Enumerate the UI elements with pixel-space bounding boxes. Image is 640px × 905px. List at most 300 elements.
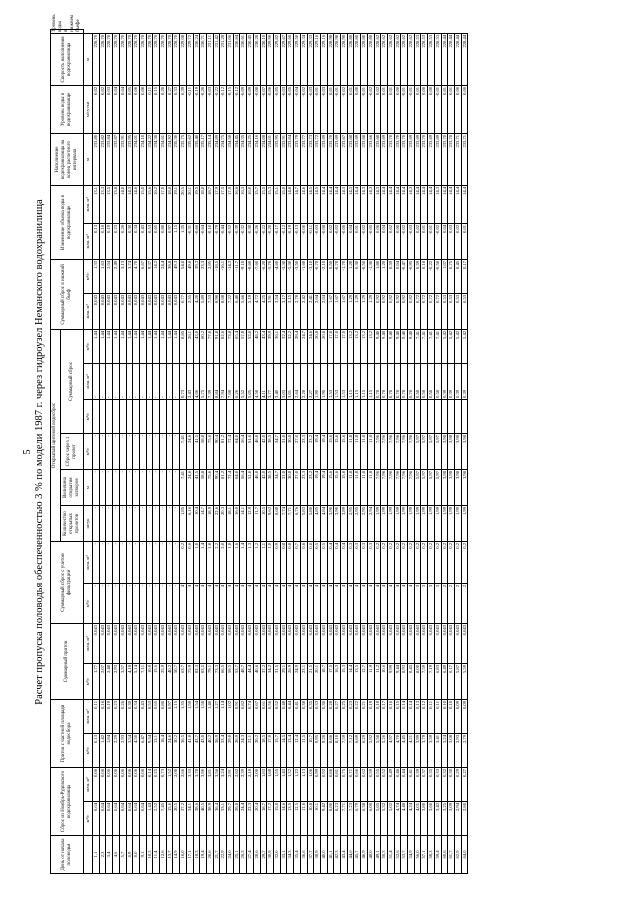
- value-cell: 11,8: [347, 469, 354, 505]
- value-cell: 4: [347, 583, 354, 623]
- table-row: [354, 30, 361, 874]
- value-cell: 0,01: [387, 85, 394, 133]
- value-cell: 0,14: [146, 767, 153, 801]
- value-cell: 0,62: [361, 767, 368, 801]
- value-cell: 9,95: [314, 733, 321, 767]
- value-cell: 7,39: [206, 363, 213, 399]
- value-cell: 0,3: [354, 541, 361, 583]
- col-day: День от начала половодья: [51, 836, 84, 874]
- value-cell: 4: [213, 583, 220, 623]
- value-cell: 0,11: [434, 699, 441, 733]
- value-cell: 2,93: [454, 733, 461, 767]
- value-cell: 233,69: [414, 133, 421, 185]
- value-cell: 1,15: [354, 363, 361, 399]
- value-cell: -: [119, 469, 126, 505]
- table-row: [327, 30, 334, 874]
- value-cell: 2,95: [347, 505, 354, 541]
- value-cell: 3,98: [461, 433, 468, 469]
- value-cell: 235,75: [180, 133, 187, 185]
- value-cell: 0,64: [99, 802, 106, 836]
- value-cell: 4,11: [260, 363, 267, 399]
- value-cell: 2,2: [213, 541, 220, 583]
- day-cell: 51,4: [387, 836, 394, 874]
- value-cell: 0,23: [113, 223, 120, 259]
- value-cell: 0,043: [314, 623, 321, 663]
- value-cell: [93, 399, 100, 433]
- value-cell: 0,25: [153, 767, 160, 801]
- value-cell: -0,04: [294, 85, 301, 133]
- value-cell: 0,53: [146, 699, 153, 733]
- value-cell: 0,043: [273, 623, 280, 663]
- day-cell: 1,1: [93, 836, 100, 874]
- value-cell: 228,70: [153, 33, 160, 85]
- value-cell: 0,30: [448, 767, 455, 801]
- value-cell: [126, 399, 133, 433]
- value-cell: 4,70: [394, 733, 401, 767]
- rotated-page: [20, 12, 620, 892]
- value-cell: 42,0: [260, 469, 267, 505]
- value-cell: 1,15: [367, 363, 374, 399]
- value-cell: 0,043: [354, 623, 361, 663]
- value-cell: -0,03: [206, 85, 213, 133]
- value-cell: 0,043: [139, 293, 146, 329]
- value-cell: 64,0: [233, 469, 240, 505]
- value-cell: -0,64: [200, 223, 207, 259]
- day-cell: 45,7: [354, 836, 361, 874]
- value-cell: 3,42: [434, 802, 441, 836]
- unit-cell: штук: [84, 505, 93, 541]
- value-cell: 0,18: [374, 699, 381, 733]
- value-cell: [354, 399, 361, 433]
- value-cell: 6,40: [233, 293, 240, 329]
- value-cell: 5,14: [133, 663, 140, 699]
- value-cell: 13,1: [93, 185, 100, 223]
- value-cell: 0,043: [461, 623, 468, 663]
- value-cell: 26,8: [233, 802, 240, 836]
- col-open-spans: Количество открытых пролетов: [60, 505, 83, 541]
- value-cell: 0,27: [461, 767, 468, 801]
- value-cell: 1,80: [374, 259, 381, 293]
- value-cell: 39,9: [267, 329, 274, 363]
- value-cell: 0,22: [354, 699, 361, 733]
- unit-cell: м³/с: [84, 399, 93, 433]
- value-cell: 72,4: [227, 469, 234, 505]
- day-cell: 16,0: [180, 836, 187, 874]
- value-cell: 0,043: [119, 293, 126, 329]
- value-cell: 1,44: [133, 329, 140, 363]
- value-cell: 4,97: [387, 733, 394, 767]
- value-cell: -0,39: [233, 223, 240, 259]
- value-cell: -: [166, 541, 173, 583]
- value-cell: 8,68: [273, 505, 280, 541]
- value-cell: 4,48: [401, 802, 408, 836]
- value-cell: -: [133, 433, 140, 469]
- value-cell: 0,74: [247, 699, 254, 733]
- table-row: [180, 30, 187, 874]
- value-cell: 1,99: [428, 505, 435, 541]
- value-cell: 0,44: [401, 767, 408, 801]
- value-cell: 0,06: [113, 767, 120, 801]
- value-cell: -0,06: [300, 223, 307, 259]
- value-cell: 1,53: [327, 363, 334, 399]
- value-cell: 26,9: [287, 663, 294, 699]
- value-cell: 233,82: [99, 133, 106, 185]
- value-cell: 228,98: [341, 33, 348, 85]
- value-cell: 1,99: [408, 505, 415, 541]
- value-cell: 11,5: [300, 733, 307, 767]
- value-cell: 4: [273, 583, 280, 623]
- col-tailwater-level: Уровень воды в нижнем бьефе: [51, 30, 84, 34]
- value-cell: 7,19: [428, 663, 435, 699]
- value-cell: [139, 399, 146, 433]
- value-cell: 0,58: [434, 363, 441, 399]
- value-cell: 18,7: [206, 185, 213, 223]
- value-cell: -: [146, 541, 153, 583]
- value-cell: -: [139, 433, 146, 469]
- value-cell: -: [119, 583, 126, 623]
- value-cell: 12,9: [247, 505, 254, 541]
- value-cell: 4: [300, 583, 307, 623]
- value-cell: 0,06: [139, 767, 146, 801]
- table-body: [93, 30, 468, 874]
- value-cell: -: [106, 505, 113, 541]
- value-cell: 0,2: [381, 541, 388, 583]
- value-cell: 46,8: [253, 433, 260, 469]
- value-cell: -: [113, 363, 120, 399]
- value-cell: 234,25: [247, 133, 254, 185]
- value-cell: 29,1: [280, 663, 287, 699]
- value-cell: 0,39: [414, 767, 421, 801]
- value-cell: 231,11: [206, 33, 213, 85]
- value-cell: 3: [434, 583, 441, 623]
- value-cell: [173, 399, 180, 433]
- value-cell: 1,0: [267, 541, 274, 583]
- value-cell: 15,6: [327, 433, 334, 469]
- value-cell: 38,8: [166, 259, 173, 293]
- table-row: [126, 30, 133, 874]
- value-cell: 14,5: [307, 185, 314, 223]
- value-cell: 8,23: [334, 802, 341, 836]
- value-cell: 41,8: [186, 733, 193, 767]
- value-cell: 7,96: [408, 433, 415, 469]
- value-cell: 0,043: [180, 623, 187, 663]
- page-number: 5: [22, 449, 33, 455]
- day-cell: 10,3: [146, 836, 153, 874]
- value-cell: 5,52: [240, 363, 247, 399]
- value-cell: -: [133, 363, 140, 399]
- day-cell: 35,4: [294, 836, 301, 874]
- value-cell: 233,70: [387, 133, 394, 185]
- value-cell: -0,05: [367, 223, 374, 259]
- value-cell: 32,4: [280, 329, 287, 363]
- value-cell: 75,9: [186, 663, 193, 699]
- value-cell: 228,70: [173, 33, 180, 85]
- value-cell: 228,70: [119, 33, 126, 85]
- value-cell: 11,8: [361, 433, 368, 469]
- value-cell: 4,74: [394, 802, 401, 836]
- value-cell: 9,40: [381, 329, 388, 363]
- value-cell: [307, 399, 314, 433]
- value-cell: 4: [260, 583, 267, 623]
- value-cell: 79,1: [206, 663, 213, 699]
- value-cell: -1,70: [341, 259, 348, 293]
- value-cell: 20,1: [186, 185, 193, 223]
- value-cell: 1,42: [99, 733, 106, 767]
- value-cell: 0,043: [341, 623, 348, 663]
- value-cell: 14,6: [280, 802, 287, 836]
- value-cell: 233,69: [428, 133, 435, 185]
- value-cell: 13,4: [287, 733, 294, 767]
- value-cell: -: [106, 469, 113, 505]
- value-cell: 13,1: [153, 733, 160, 767]
- value-cell: 32,2: [287, 329, 294, 363]
- value-cell: 15,5: [260, 185, 267, 223]
- value-cell: 4,25: [260, 293, 267, 329]
- value-cell: 0,04: [441, 223, 448, 259]
- value-cell: 0,65: [153, 699, 160, 733]
- value-cell: 39,3: [193, 259, 200, 293]
- value-cell: 48,2: [253, 329, 260, 363]
- value-cell: -: [99, 469, 106, 505]
- value-cell: 0,043: [106, 623, 113, 663]
- value-cell: 0,043: [280, 623, 287, 663]
- value-cell: [441, 399, 448, 433]
- value-cell: 0,11: [146, 85, 153, 133]
- value-cell: 0,39: [180, 85, 187, 133]
- value-cell: 2,00: [173, 767, 180, 801]
- value-cell: 1,13: [300, 767, 307, 801]
- value-cell: 1,1: [260, 541, 267, 583]
- value-cell: 14,4: [327, 185, 334, 223]
- table-row: [240, 30, 247, 874]
- value-cell: 1,15: [347, 363, 354, 399]
- value-cell: [314, 399, 321, 433]
- value-cell: 0,04: [119, 85, 126, 133]
- value-cell: 2,94: [454, 802, 461, 836]
- value-cell: 0,39: [448, 363, 455, 399]
- value-cell: 6,76: [294, 505, 301, 541]
- value-cell: 3,98: [454, 433, 461, 469]
- value-cell: 17,2: [267, 802, 274, 836]
- value-cell: 0,35: [307, 699, 314, 733]
- value-cell: 49,3: [173, 259, 180, 293]
- value-cell: [99, 399, 106, 433]
- value-cell: 234,38: [153, 133, 160, 185]
- value-cell: 15,6: [341, 469, 348, 505]
- value-cell: 5,19: [247, 293, 254, 329]
- value-cell: 1,29: [347, 293, 354, 329]
- value-cell: 0,21: [361, 699, 368, 733]
- value-cell: 0,81: [334, 767, 341, 801]
- value-cell: 30,2: [173, 733, 180, 767]
- value-cell: [347, 399, 354, 433]
- value-cell: 0,01: [347, 85, 354, 133]
- value-cell: 1,07: [441, 259, 448, 293]
- value-cell: 1,53: [341, 363, 348, 399]
- value-cell: 0,44: [287, 699, 294, 733]
- day-cell: 43,4: [341, 836, 348, 874]
- value-cell: -0,01: [361, 85, 368, 133]
- value-cell: 0,2: [414, 541, 421, 583]
- table-row: [106, 30, 113, 874]
- value-cell: 228,44: [448, 33, 455, 85]
- value-cell: 4: [401, 583, 408, 623]
- value-cell: 14,4: [421, 185, 428, 223]
- value-cell: 0,92: [381, 293, 388, 329]
- value-cell: 233,70: [448, 133, 455, 185]
- value-cell: 5,65: [374, 802, 381, 836]
- value-cell: [334, 399, 341, 433]
- value-cell: 4: [327, 583, 334, 623]
- table-row: [341, 30, 348, 874]
- value-cell: 228,53: [428, 33, 435, 85]
- value-cell: 1,06: [307, 767, 314, 801]
- value-cell: 0,19: [367, 699, 374, 733]
- value-cell: 14,3: [347, 185, 354, 223]
- value-cell: 228,70: [166, 33, 173, 85]
- value-cell: 0,91: [233, 699, 240, 733]
- value-cell: -: [153, 363, 160, 399]
- value-cell: 3,54: [126, 733, 133, 767]
- value-cell: 7,11: [139, 663, 146, 699]
- value-cell: -: [139, 541, 146, 583]
- col-release-per-span: Сброс через 1 пролет: [60, 433, 83, 469]
- value-cell: 0,52: [381, 767, 388, 801]
- day-cell: 58,3: [428, 836, 435, 874]
- value-cell: 3,74: [126, 259, 133, 293]
- value-cell: 233,73: [307, 133, 314, 185]
- table-row: [146, 30, 153, 874]
- value-cell: 3,15: [287, 293, 294, 329]
- value-cell: 9,40: [387, 329, 394, 363]
- value-cell: 3,78: [193, 767, 200, 801]
- value-cell: -: [166, 505, 173, 541]
- value-cell: 5,42: [441, 329, 448, 363]
- value-cell: 14,6: [300, 185, 307, 223]
- value-cell: 6,16: [186, 505, 193, 541]
- value-cell: -0,20: [200, 85, 207, 133]
- value-cell: 1,14: [220, 699, 227, 733]
- value-cell: 2,48: [106, 663, 113, 699]
- value-cell: 9,99: [387, 663, 394, 699]
- value-cell: 228,70: [93, 33, 100, 85]
- day-cell: 42,3: [334, 836, 341, 874]
- unit-cell: м/сутки: [84, 85, 93, 133]
- value-cell: 0,043: [334, 623, 341, 663]
- value-cell: -: [173, 469, 180, 505]
- value-cell: 7,22: [227, 293, 234, 329]
- value-cell: 0,043: [119, 623, 126, 663]
- value-cell: 77,0: [206, 329, 213, 363]
- value-cell: 5,89: [200, 293, 207, 329]
- value-cell: 1,50: [186, 699, 193, 733]
- value-cell: 228,62: [394, 33, 401, 85]
- value-cell: -: [139, 505, 146, 541]
- value-cell: 0,64: [93, 802, 100, 836]
- value-cell: 0,11: [428, 699, 435, 733]
- value-cell: -0,20: [267, 223, 274, 259]
- value-cell: 34,1: [186, 802, 193, 836]
- value-cell: 0,15: [394, 699, 401, 733]
- value-cell: -: [153, 433, 160, 469]
- value-cell: 233,95: [126, 133, 133, 185]
- value-cell: -: [160, 363, 167, 399]
- value-cell: -: [160, 583, 167, 623]
- value-cell: 2,05: [206, 259, 213, 293]
- value-cell: 0,043: [166, 293, 173, 329]
- value-cell: 14,4: [414, 185, 421, 223]
- value-cell: 4: [307, 583, 314, 623]
- value-cell: 0,61: [260, 699, 267, 733]
- value-cell: [146, 399, 153, 433]
- value-cell: -0,17: [273, 223, 280, 259]
- col-volume-change: Изменение объема воды в водохранилище: [51, 185, 84, 259]
- value-cell: 15,3: [341, 663, 348, 699]
- value-cell: [247, 399, 254, 433]
- value-cell: 28,4: [294, 329, 301, 363]
- value-cell: 2,52: [153, 802, 160, 836]
- value-cell: 14,2: [153, 259, 160, 293]
- value-cell: 0,11: [93, 699, 100, 733]
- unit-cell: м: [84, 133, 93, 185]
- table-row: [408, 30, 415, 874]
- value-cell: 2,00: [253, 767, 260, 801]
- value-cell: 234,35: [240, 133, 247, 185]
- day-cell: 27,4: [247, 836, 254, 874]
- value-cell: 234,22: [146, 133, 153, 185]
- value-cell: 0,38: [300, 699, 307, 733]
- value-cell: 36,1: [273, 329, 280, 363]
- value-cell: 3,79: [421, 733, 428, 767]
- value-cell: 3,03: [280, 363, 287, 399]
- value-cell: [253, 399, 260, 433]
- value-cell: 10,4: [193, 505, 200, 541]
- value-cell: 20,3: [220, 505, 227, 541]
- value-cell: [294, 399, 301, 433]
- value-cell: 13,3: [99, 185, 106, 223]
- value-cell: 0,043: [113, 293, 120, 329]
- value-cell: 228,70: [139, 33, 146, 85]
- value-cell: 17,5: [327, 663, 334, 699]
- value-cell: 228,70: [146, 33, 153, 85]
- value-cell: 0,02: [93, 85, 100, 133]
- value-cell: 0,01: [381, 85, 388, 133]
- value-cell: 1,4: [240, 541, 247, 583]
- value-cell: 3,98: [441, 469, 448, 505]
- value-cell: 7,53: [206, 293, 213, 329]
- value-cell: 0,06: [106, 767, 113, 801]
- value-cell: 0,043: [367, 623, 374, 663]
- unit-cell: м³/с: [84, 433, 93, 469]
- value-cell: 5,97: [421, 469, 428, 505]
- value-cell: [153, 399, 160, 433]
- day-cell: 57,1: [421, 836, 428, 874]
- value-cell: 0,53: [441, 293, 448, 329]
- value-cell: 0,13: [93, 733, 100, 767]
- value-cell: 1,67: [334, 293, 341, 329]
- value-cell: 9,34: [146, 733, 153, 767]
- value-cell: -1,30: [367, 259, 374, 293]
- unit-cell: м³/с: [84, 583, 93, 623]
- value-cell: 0,8: [287, 541, 294, 583]
- value-cell: 229,16: [320, 33, 327, 85]
- value-cell: 0,04: [113, 85, 120, 133]
- value-cell: -0,03: [320, 85, 327, 133]
- value-cell: 1,32: [287, 767, 294, 801]
- value-cell: -: [119, 505, 126, 541]
- unit-cell: м: [84, 469, 93, 505]
- value-cell: 0,043: [448, 623, 455, 663]
